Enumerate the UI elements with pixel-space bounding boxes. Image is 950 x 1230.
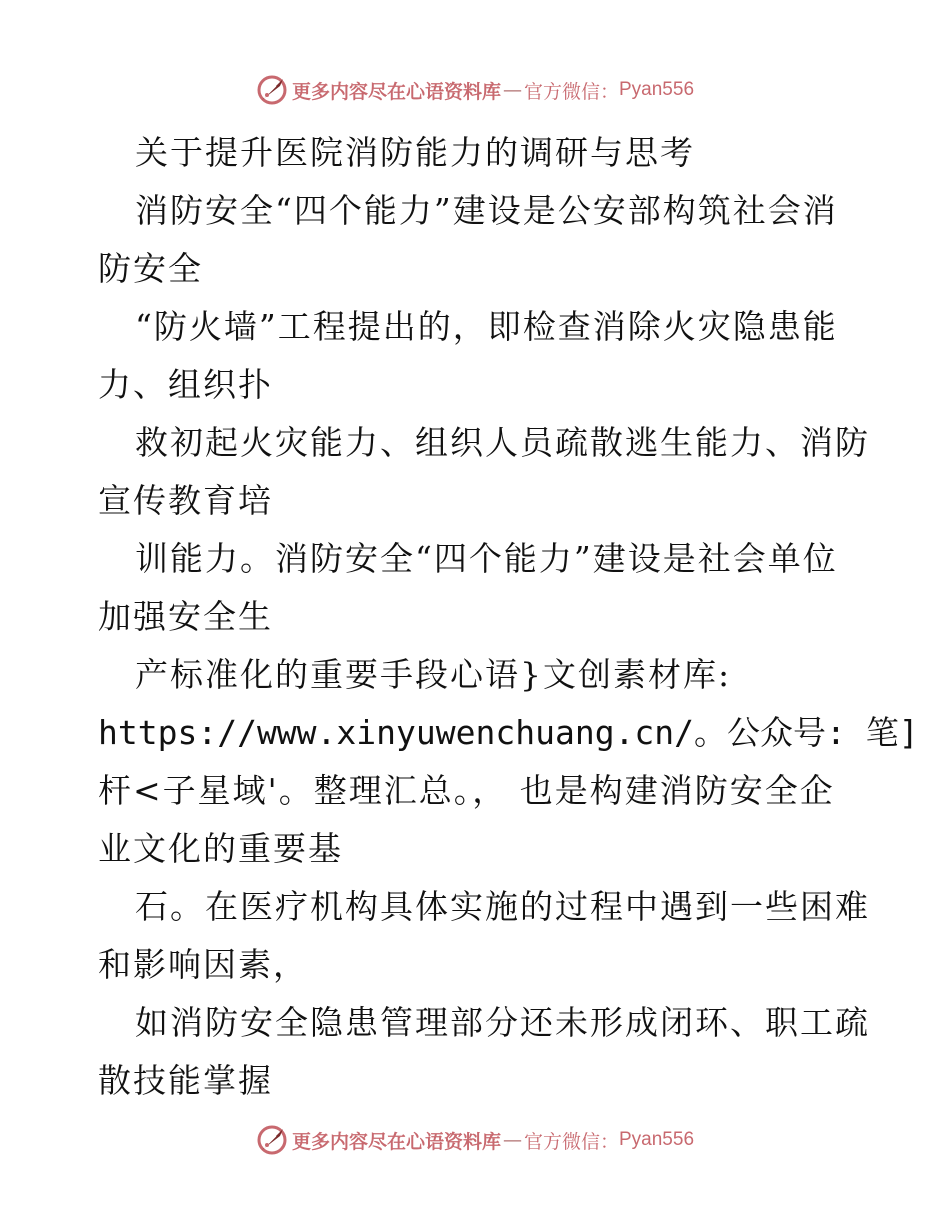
banner-wechat-label: 官方微信： (523, 80, 619, 103)
text-line: 石。在医疗机构具体实施的过程中遇到一些困难 (135, 887, 870, 926)
text-line: 力、组织扑 (98, 365, 273, 404)
document-title: 关于提升医院消防能力的调研与思考 (135, 133, 695, 172)
footer-watermark-banner (0, 1120, 950, 1160)
text-line: 业文化的重要基 (98, 829, 343, 868)
text-line: 救初起火灾能力、组织人员疏散逃生能力、消防 (135, 423, 870, 462)
quill-pen-logo-icon (256, 1124, 288, 1156)
header-watermark-banner (0, 70, 950, 110)
text-line: 防安全 (98, 249, 203, 288)
text-line: 杆<子星域'。整理汇总。， 也是构建消防安全企 (98, 771, 835, 810)
text-line: 散技能掌握 (98, 1061, 273, 1100)
banner-wechat-label: 官方微信： (523, 1130, 619, 1153)
banner-dash: — (502, 79, 522, 101)
text-line: https://www.xinyuwenchuang.cn/。公众号: 笔] (98, 713, 919, 752)
text-line: 产标准化的重要手段心语}文创素材库: (135, 655, 732, 694)
text-line: 训能力。消防安全“四个能力”建设是社会单位 (135, 539, 838, 578)
banner-wechat-id: Pyan556 (619, 79, 695, 100)
text-line: 和影响因素， (98, 945, 308, 984)
banner-brand-text: 更多内容尽在心语资料库 (291, 1130, 501, 1153)
text-line: 加强安全生 (98, 597, 273, 636)
text-line: “防火墙”工程提出的，即检查消除火灾隐患能 (135, 307, 838, 346)
quill-pen-logo-icon (256, 74, 288, 106)
banner-brand-text: 更多内容尽在心语资料库 (291, 80, 501, 103)
text-line: 宣传教育培 (98, 481, 273, 520)
banner-wechat-id: Pyan556 (619, 1129, 695, 1150)
document-body (98, 124, 919, 1110)
text-line: 消防安全“四个能力”建设是公安部构筑社会消 (135, 191, 838, 230)
text-line: 如消防安全隐患管理部分还未形成闭环、职工疏 (135, 1003, 870, 1042)
banner-dash: — (502, 1129, 522, 1151)
